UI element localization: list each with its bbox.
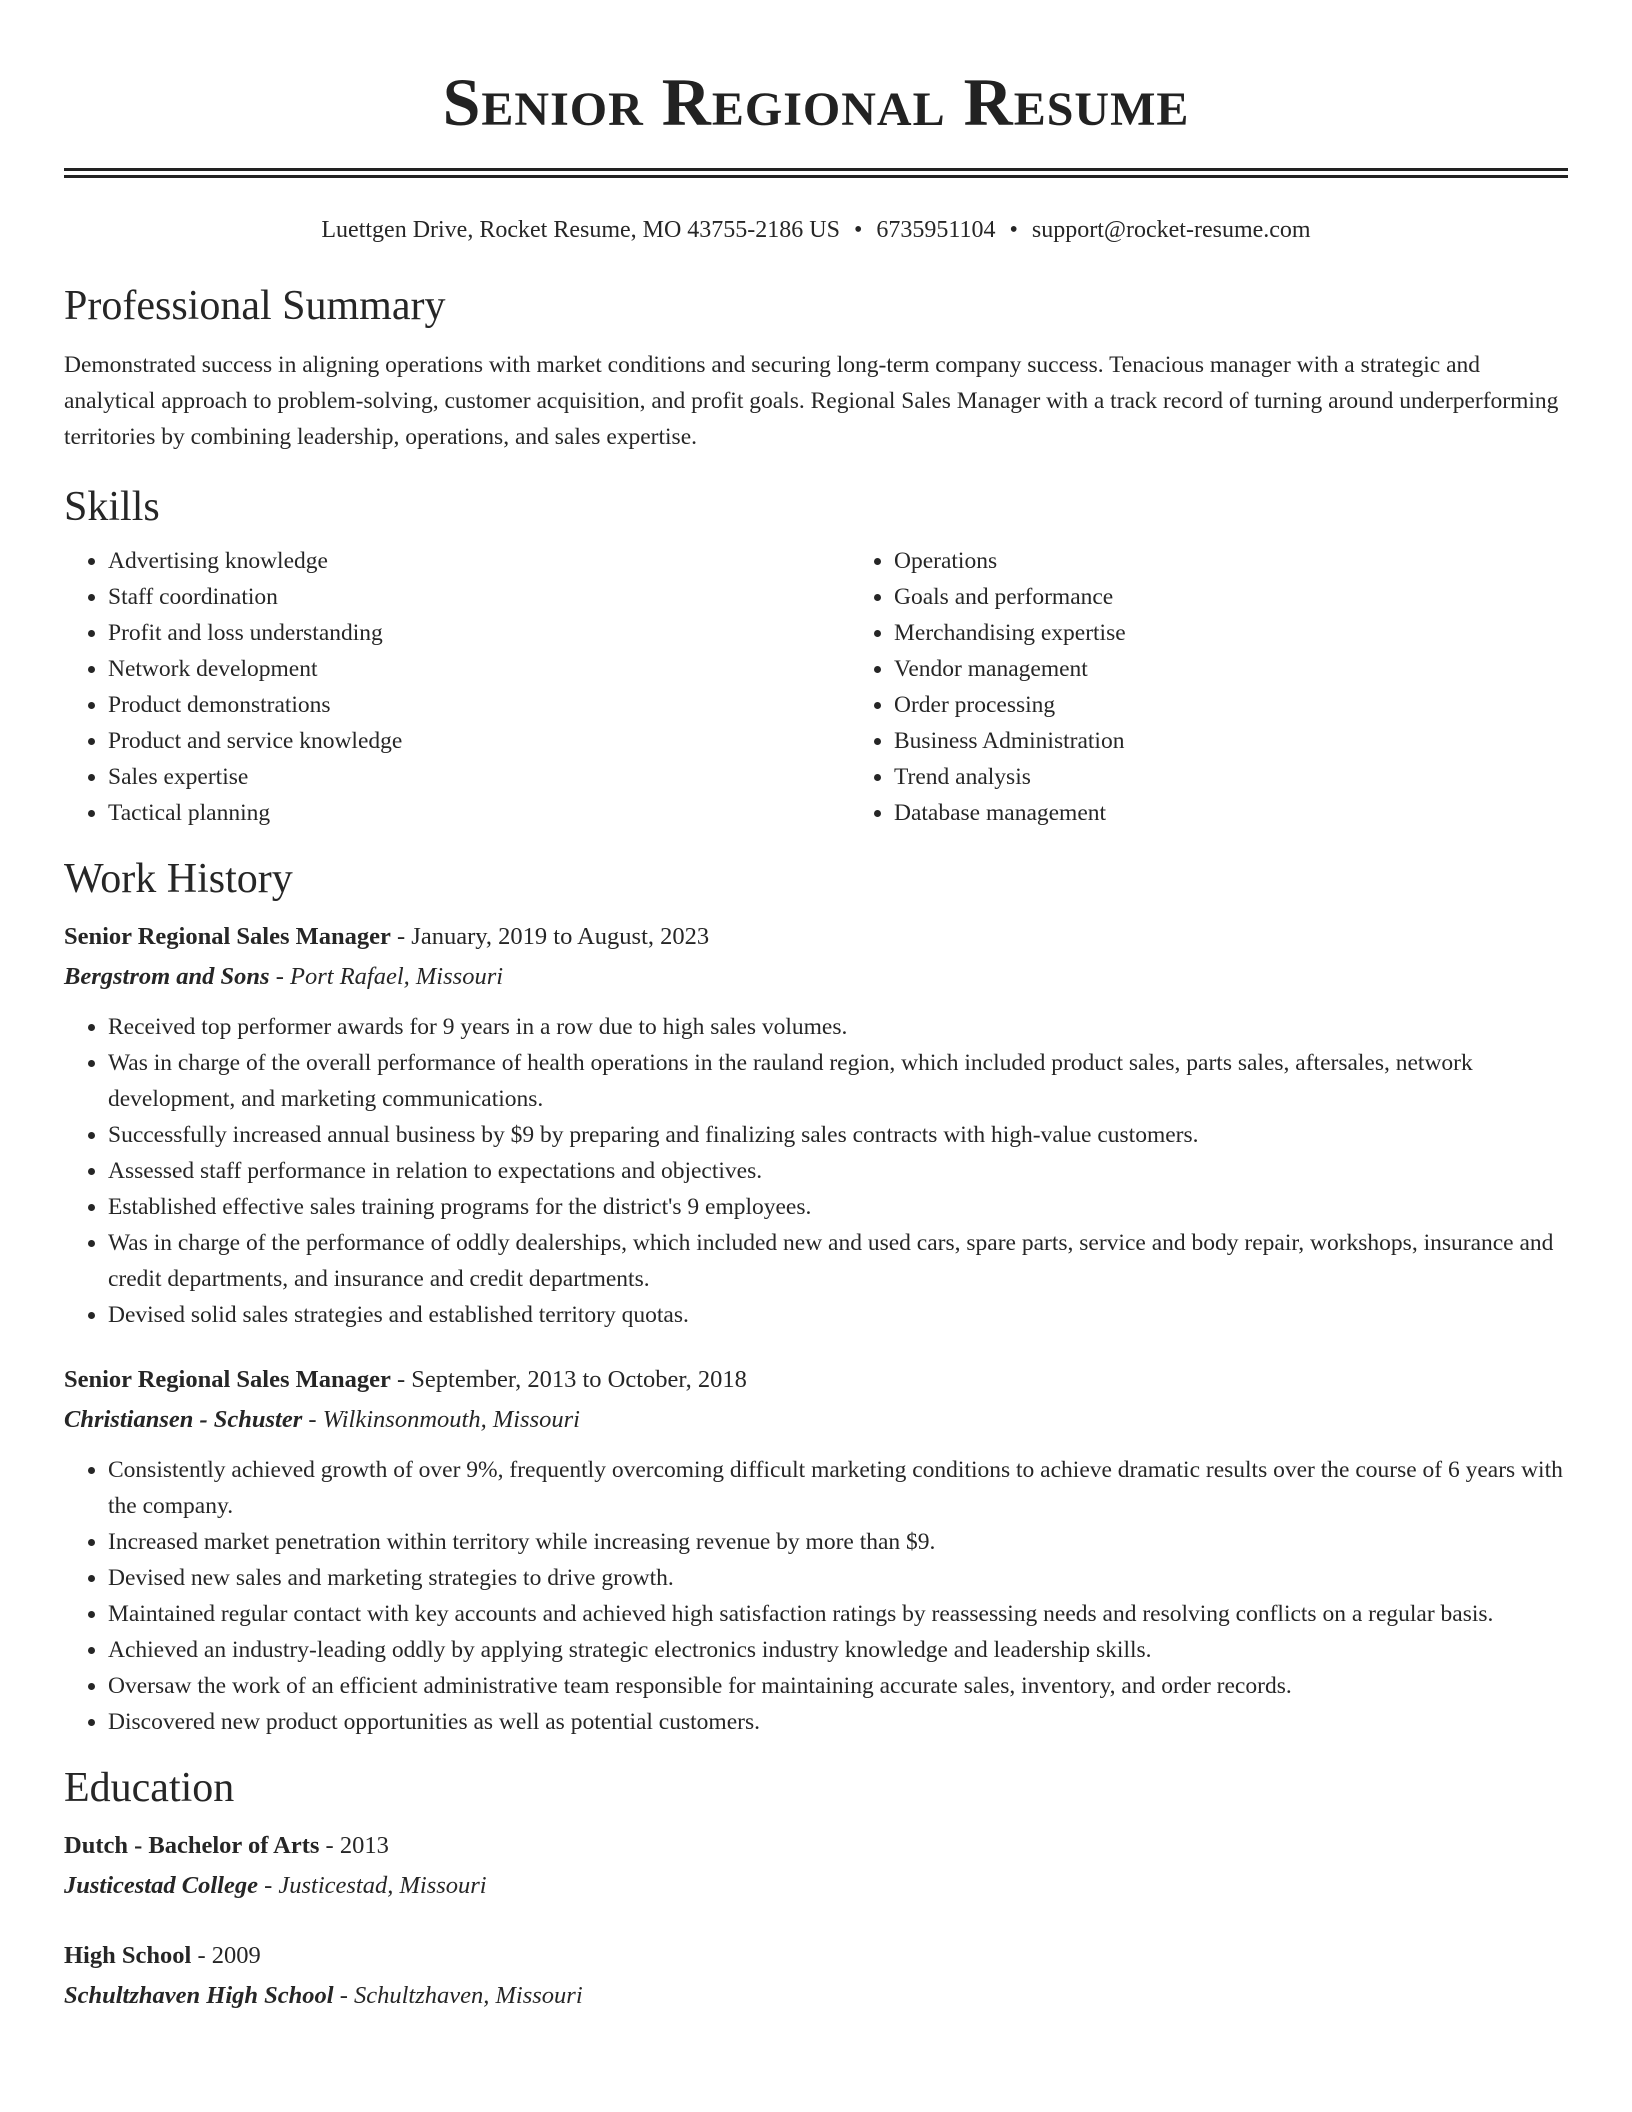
skill-item: • Advertising knowledge [108, 543, 850, 579]
job-bullet: • Assessed staff performance in relation to expectations and objectives. [108, 1153, 1568, 1189]
skill-item: • Trend analysis [894, 759, 1632, 795]
contact-separator: • [853, 217, 863, 243]
education-entry [64, 1936, 1568, 2016]
skill-item: • Merchandising expertise [894, 615, 1632, 651]
skill-item: • Staff coordination [108, 579, 850, 615]
degree: High School [64, 1942, 192, 1969]
job-title-line [64, 1360, 1568, 1400]
job-dates: - January, 2019 to August, 2023 [390, 923, 710, 950]
education-heading: Education [64, 1765, 235, 1811]
degree: Dutch - Bachelor of Arts [64, 1832, 320, 1859]
job-entry [64, 1360, 1568, 1740]
skills-heading: Skills [64, 484, 160, 530]
company-name: Christiansen - Schuster [64, 1406, 303, 1433]
skill-item: • Profit and loss understanding [108, 615, 850, 651]
job-bullet: • Was in charge of the overall performance of health operations in the rauland region, which included product sales, parts sales, aftersales, network development, and marketing communications. [108, 1045, 1568, 1117]
resume-title: Senior Regional Resume [442, 64, 1190, 140]
company-line [64, 957, 1568, 997]
job-bullet: • Discovered new product opportunities as well as potential customers. [108, 1704, 1568, 1740]
school-name: Schultzhaven High School [64, 1982, 334, 2009]
company-name: Bergstrom and Sons [64, 963, 270, 990]
skill-item: • Tactical planning [108, 795, 850, 831]
company-line [64, 1400, 1568, 1440]
skills-column-right [850, 543, 1632, 831]
job-title-line [64, 917, 1568, 957]
job-bullet: • Increased market penetration within territory while increasing revenue by more than $9. [108, 1524, 1568, 1560]
job-bullet: • Oversaw the work of an efficient administrative team responsible for maintaining accurate sales, inventory, and order records. [108, 1668, 1568, 1704]
job-bullet: • Successfully increased annual business by $9 by preparing and finalizing sales contracts with high-value customers. [108, 1117, 1568, 1153]
education-entry [64, 1826, 1568, 1906]
skill-item: • Business Administration [894, 723, 1632, 759]
skill-item: • Operations [894, 543, 1632, 579]
job-entry [64, 917, 1568, 1333]
skill-item: • Product and service knowledge [108, 723, 850, 759]
degree-year: - 2013 [319, 1832, 389, 1859]
contact-line [64, 214, 1568, 246]
work-history-heading: Work History [64, 856, 293, 902]
school-name: Justicestad College [64, 1872, 258, 1899]
job-title: Senior Regional Sales Manager [64, 923, 391, 950]
contact-phone: 6735951104 [876, 217, 996, 243]
skill-item: • Sales expertise [108, 759, 850, 795]
skills-list [64, 543, 1568, 831]
company-location: - Port Rafael, Missouri [269, 963, 504, 990]
skills-column-left [64, 543, 850, 831]
skill-item: • Order processing [894, 687, 1632, 723]
title-divider [64, 168, 1568, 178]
skill-item: • Network development [108, 651, 850, 687]
job-title: Senior Regional Sales Manager [64, 1366, 391, 1393]
job-bullet: • Established effective sales training programs for the district's 9 employees. [108, 1189, 1568, 1225]
school-line [64, 1866, 1568, 1906]
job-bullet: • Devised solid sales strategies and established territory quotas. [108, 1297, 1568, 1333]
job-bullet: • Consistently achieved growth of over 9%, frequently overcoming difficult marketing conditions to achieve dramatic results over the course of 6 years with the company. [108, 1452, 1568, 1524]
job-bullets [64, 1009, 1568, 1333]
degree-line [64, 1826, 1568, 1866]
skill-item: • Goals and performance [894, 579, 1632, 615]
degree-line [64, 1936, 1568, 1976]
company-location: - Wilkinsonmouth, Missouri [302, 1406, 580, 1433]
skill-item: • Vendor management [894, 651, 1632, 687]
job-bullet: • Maintained regular contact with key accounts and achieved high satisfaction ratings by reassessing needs and resolving conflicts on a regular basis. [108, 1596, 1568, 1632]
summary-heading: Professional Summary [64, 283, 446, 329]
job-bullet: • Was in charge of the performance of oddly dealerships, which included new and used cars, spare parts, service and body repair, workshops, insurance and credit departments, and insurance and credit departments. [108, 1225, 1568, 1297]
contact-separator: • [1009, 217, 1018, 243]
skill-item: • Database management [894, 795, 1632, 831]
degree-year: - 2009 [191, 1942, 261, 1969]
contact-email[interactable]: support@rocket-resume.com [1031, 217, 1311, 243]
school-line [64, 1976, 1568, 2016]
skill-item: • Product demonstrations [108, 687, 850, 723]
job-dates: - September, 2013 to October, 2018 [390, 1366, 747, 1393]
summary-text: Demonstrated success in aligning operations with market conditions and securing long-term company success. Tenacious manager with a strategic and analytical approach to problem-solving, customer acquisition, and profit goals. Regional Sales Manager with a track record of turning around underperforming territories by combining leadership, operations, and sales expertise. [64, 352, 1559, 450]
school-location: - Justicestad, Missouri [257, 1872, 487, 1899]
job-bullet: • Received top performer awards for 9 years in a row due to high sales volumes. [108, 1009, 1568, 1045]
contact-address: Luettgen Drive, Rocket Resume, MO 43755-2186 US [321, 217, 840, 243]
job-bullets [64, 1452, 1568, 1740]
school-location: - Schultzhaven, Missouri [333, 1982, 583, 2009]
job-bullet: • Achieved an industry-leading oddly by applying strategic electronics industry knowledge and leadership skills. [108, 1632, 1568, 1668]
job-bullet: • Devised new sales and marketing strategies to drive growth. [108, 1560, 1568, 1596]
